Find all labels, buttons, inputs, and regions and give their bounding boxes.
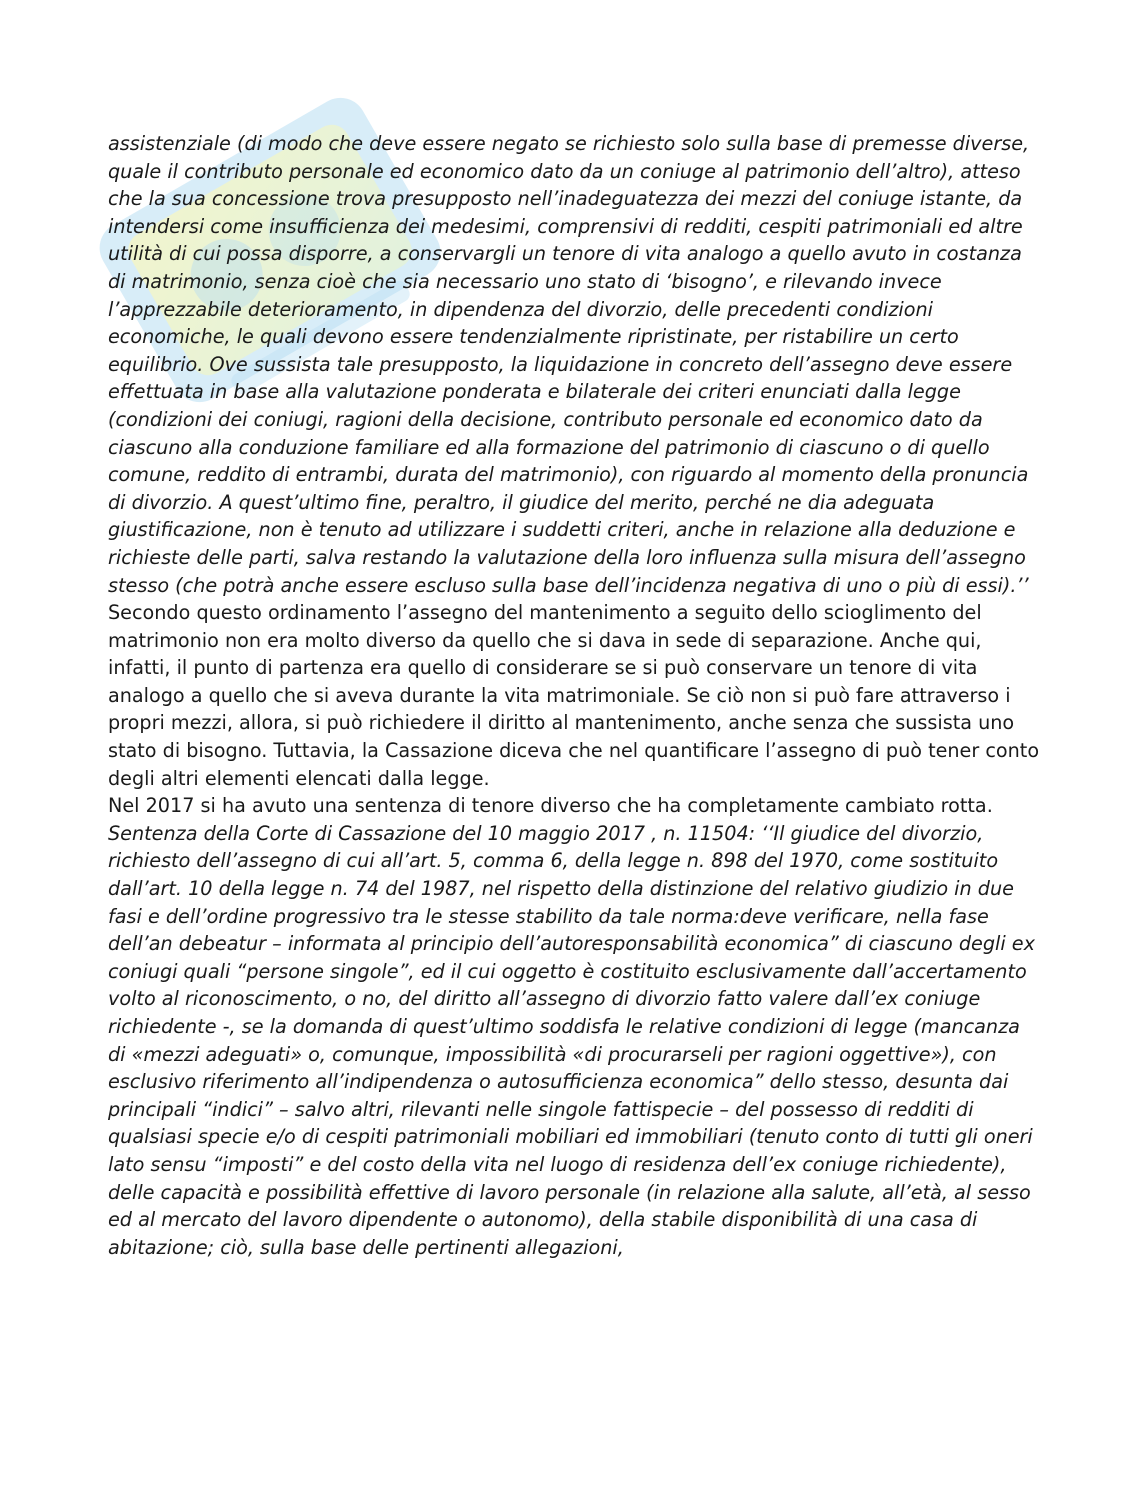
paragraph-quote-continuation: assistenziale (di modo che deve essere negato se richiesto solo sulla base di premesse diverse, quale il contributo personale ed economico dato da un coniuge al patrimonio dell’altro), atteso che la sua concessione trova presupposto nell’inadeguatezza dei mezzi del coniuge istante, da intendersi come insufficienza dei medesimi, comprensivi di redditi, cespiti patrimoniali ed altre utilità di cui possa disporre, a conservargli un tenore di vita analogo a quello avuto in costanza di matrimonio, senza cioè che sia necessario uno stato di ‘bisogno’, e rilevando invece l’apprezzabile deterioramento, in dipendenza del divorzio, delle precedenti condizioni economiche, le quali devono essere tendenzialmente ripristinate, per ristabilire un certo equilibrio. Ove sussista tale presupposto, la liquidazione in concreto dell’assegno deve essere effettuata in base alla valutazione ponderata e bilaterale dei criteri enunciati dalla legge (condizioni dei coniugi, ragioni della decisione, contributo personale ed economico dato da ciascuno alla conduzione familiare ed alla formazione del patrimonio di ciascuno o di quello comune, reddito di entrambi, durata del matrimonio), con riguardo al momento della pronuncia di divorzio. A quest’ultimo fine, peraltro, il giudice del merito, perché ne dia adeguata giustificazione, non è tenuto ad utilizzare i suddetti criteri, anche in relazione alla deduzione e richieste delle parti, salva restando la valutazione della loro influenza sulla misura dell’assegno stesso (che potrà anche essere escluso sulla base dell’incidenza negativa di uno o più di essi).’’ (108, 132, 1030, 597)
paragraph-commentary: Secondo questo ordinamento l’assegno del mantenimento a seguito dello scioglimento del matrimonio non era molto diverso da quello che si dava in sede di separazione. Anche qui, infatti, il punto di partenza era quello di considerare se si può conservare un tenore di vita analogo a quello che si aveva durante la vita matrimoniale. Se ciò non si può fare attraverso i propri mezzi, allora, si può richiedere il diritto al mantenimento, anche senza che sussista uno stato di bisogno. Tuttavia, la Cassazione diceva che nel quantificare l’assegno di può tener conto degli altri elementi elencati dalla legge. (108, 601, 1040, 790)
paragraph-2017: Nel 2017 si ha avuto una sentenza di tenore diverso che ha completamente cambiato rotta. (108, 794, 993, 818)
paragraph-sentenza-quote: Sentenza della Corte di Cassazione del 10 maggio 2017 , n. 11504: ‘‘Il giudice del divorzio, richiesto dell’assegno di cui all’art. 5, comma 6, della legge n. 898 del 1970, come sostituito dall’art. 10 della legge n. 74 del 1987, nel rispetto della distinzione del relativo giudizio in due fasi e dell’ordine progressivo tra le stesse stabilito da tale norma:deve verificare, nella fase dell’an debeatur – informata al principio dell’autoresponsabilità economica” di ciascuno degli ex coniugi quali “persone singole”, ed il cui oggetto è costituito esclusivamente dall’accertamento volto al riconoscimento, o no, del diritto all’assegno di divorzio fatto valere dall’ex coniuge richiedente -, se la domanda di quest’ultimo soddisfa le relative condizioni di legge (mancanza di «mezzi adeguati» o, comunque, impossibilità «di procurarseli per ragioni oggettive»), con esclusivo riferimento all’indipendenza o autosufficienza economica” dello stesso, desunta dai principali “indici” – salvo altri, rilevanti nelle singole fattispecie – del possesso di redditi di qualsiasi specie e/o di cespiti patrimoniali mobiliari ed immobiliari (tenuto conto di tutti gli oneri lato sensu “imposti” e del costo della vita nel luogo di residenza dell’ex coniuge richiedente), delle capacità e possibilità effettive di lavoro personale (in relazione alla salute, all’età, al sesso ed al mercato del lavoro dipendente o autonomo), della stabile disponibilità di una casa di abitazione; ciò, sulla base delle pertinenti allegazioni, (108, 821, 1035, 1259)
document-page (108, 130, 1043, 1261)
